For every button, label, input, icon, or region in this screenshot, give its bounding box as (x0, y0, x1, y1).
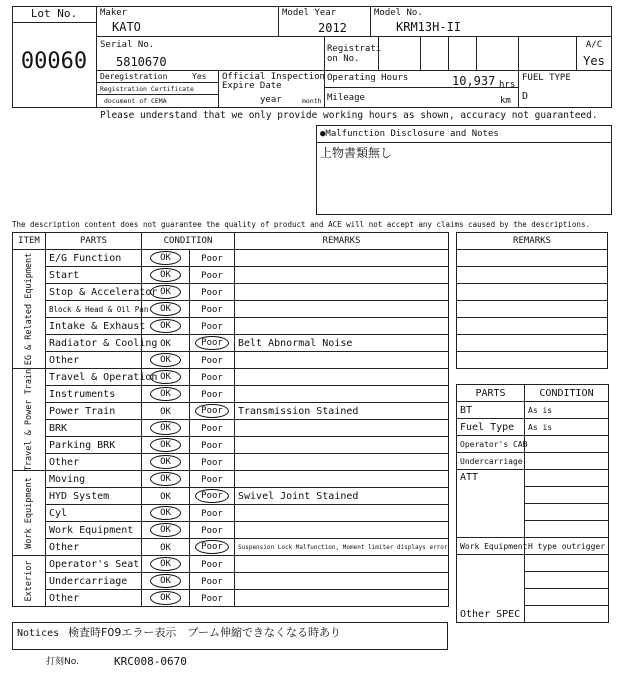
bt-label: BT (457, 402, 525, 419)
ok-option: OK (160, 542, 171, 553)
part-name: Operator's Seat (46, 556, 142, 573)
table-row (13, 556, 449, 573)
ok-option: OK (150, 506, 181, 520)
ok-option: OK (150, 387, 181, 401)
part-name: E/G Function (46, 250, 142, 267)
expire-date-label: Expire Date (222, 81, 282, 91)
poor-option: Poor (195, 489, 229, 503)
table-row (13, 369, 449, 386)
right-remark-cell (457, 335, 608, 352)
model-year-value: 2012 (318, 21, 347, 35)
ok-option: OK (150, 591, 181, 605)
right-remark-cell (457, 250, 608, 267)
poor-option: Poor (201, 423, 223, 434)
stamp-value: KRC008-0670 (114, 655, 187, 668)
remark (235, 437, 449, 454)
part-name: Radiator & Cooling (46, 335, 142, 352)
ac-value: Yes (583, 54, 605, 68)
inspection-table (12, 232, 449, 607)
lot-no-label: Lot No. (30, 7, 78, 20)
part-name: Stop & Accelerator (46, 284, 142, 301)
bt-value: As is (525, 402, 609, 419)
operating-hours-value: 10,937 (452, 74, 496, 88)
working-hours-notice: Please understand that we only provide working hours as shown, accuracy not guaranteed. (100, 110, 598, 121)
poor-option: Poor (201, 321, 223, 332)
part-name: Instruments (46, 386, 142, 403)
ok-option: OK (150, 421, 181, 435)
operating-hours-label: Operating Hours (327, 73, 409, 83)
poor-option: Poor (201, 525, 223, 536)
ok-option: OK (150, 438, 181, 452)
ok-option: OK (150, 302, 181, 316)
ok-option: OK (160, 338, 171, 349)
serial-no-value: 5810670 (116, 55, 167, 69)
poor-option: Poor (195, 404, 229, 418)
remark (235, 352, 449, 369)
table-row (13, 267, 449, 284)
malfunction-text: 上物書類無し (320, 146, 393, 160)
deregistration-value: Yes (192, 72, 207, 81)
right-remarks-table (456, 232, 608, 369)
part-name: Block & Head & Oil Pan (46, 301, 142, 318)
table-row (13, 505, 449, 522)
poor-option: Poor (201, 389, 223, 400)
item-header: ITEM (13, 233, 46, 250)
remarks-header: REMARKS (235, 233, 449, 250)
ok-option: OK (150, 268, 181, 282)
remark (235, 573, 449, 590)
lot-no-value: 00060 (20, 49, 88, 74)
part-name: Intake & Exhaust (46, 318, 142, 335)
table-row (13, 488, 449, 505)
category-cell (13, 471, 46, 556)
remark (235, 522, 449, 539)
ok-option: OK (160, 406, 171, 417)
part-name: Travel & Operation (46, 369, 142, 386)
remark (235, 505, 449, 522)
ok-option: OK (150, 574, 181, 588)
right-remark-cell (457, 267, 608, 284)
remark (235, 284, 449, 301)
right-remarks-header: REMARKS (457, 233, 608, 250)
remark: Transmission Stained (235, 403, 449, 420)
table-row (13, 454, 449, 471)
table-row (13, 437, 449, 454)
work-equipment-part-label: Work Equipment (457, 538, 525, 555)
poor-option: Poor (201, 457, 223, 468)
work-equipment-part-value: H type outrigger (525, 538, 609, 555)
table-row (13, 471, 449, 488)
remark (235, 454, 449, 471)
category-label: Travel & Power Train (24, 368, 34, 471)
poor-option: Poor (201, 508, 223, 519)
table-row (13, 386, 449, 403)
part-name: Undercarriage (46, 573, 142, 590)
ok-option: OK (150, 472, 181, 486)
model-no-label: Model No. (374, 8, 423, 18)
disclaimer: The description content does not guarantee the quality of product and ACE will not accept any claims caused by the descriptions. (12, 220, 590, 229)
malfunction-title: ●Malfunction Disclosure and Notes (320, 129, 499, 139)
right-remark-cell (457, 318, 608, 335)
remark: Belt Abnormal Noise (235, 335, 449, 352)
ok-option: OK (150, 370, 181, 384)
poor-option: Poor (201, 287, 223, 298)
poor-option: Poor (201, 355, 223, 366)
month-label: month (302, 97, 322, 105)
right-condition-header: CONDITION (525, 385, 609, 402)
part-name: BRK (46, 420, 142, 437)
registration-certificate-label: Registration Certificate (100, 85, 194, 93)
official-inspection-label: Official Inspection (222, 72, 325, 82)
document-cema-label: document of CEMA (104, 97, 167, 105)
remark (235, 301, 449, 318)
table-row (13, 573, 449, 590)
notices-label: Notices (17, 628, 60, 639)
table-row (13, 301, 449, 318)
part-name: Moving (46, 471, 142, 488)
remark: Swivel Joint Stained (235, 488, 449, 505)
right-parts-header: PARTS (457, 385, 525, 402)
part-name: Cyl (46, 505, 142, 522)
part-name: Start (46, 267, 142, 284)
maker-value: KATO (112, 20, 141, 34)
table-row (13, 403, 449, 420)
part-name: Power Train (46, 403, 142, 420)
condition-header: CONDITION (142, 233, 235, 250)
fuel-type-value: D (522, 91, 529, 102)
remark (235, 267, 449, 284)
part-name: Other (46, 539, 142, 556)
poor-option: Poor (201, 593, 223, 604)
hrs-unit: hrs (499, 80, 516, 90)
table-row (13, 284, 449, 301)
remark (235, 420, 449, 437)
operators-cab-label: Operator's CAB (457, 436, 525, 453)
fuel-type-part-label: Fuel Type (457, 419, 525, 436)
category-label: Exterior (24, 560, 34, 602)
part-name: HYD System (46, 488, 142, 505)
table-row (13, 250, 449, 267)
right-remark-cell (457, 352, 608, 369)
remark (235, 590, 449, 607)
poor-option: Poor (201, 270, 223, 281)
ok-option: OK (150, 285, 181, 299)
maker-label: Maker (100, 8, 128, 18)
part-name: Other (46, 454, 142, 471)
ok-option: OK (150, 455, 181, 469)
table-row (13, 420, 449, 437)
ok-option: OK (150, 353, 181, 367)
km-unit: km (500, 96, 511, 106)
right-remark-cell (457, 284, 608, 301)
remark (235, 386, 449, 403)
poor-option: Poor (201, 253, 223, 264)
part-name: Other (46, 590, 142, 607)
att-label: ATT (457, 470, 525, 538)
remark (235, 556, 449, 573)
remark: Suspension Lock Malfunction, Moment limiter displays error (235, 539, 449, 556)
remark (235, 318, 449, 335)
serial-no-label: Serial No. (100, 40, 155, 50)
right-parts-table (456, 384, 609, 623)
category-cell (13, 556, 46, 607)
table-row (13, 590, 449, 607)
part-name: Other (46, 352, 142, 369)
poor-option: Poor (201, 474, 223, 485)
ok-option: OK (150, 251, 181, 265)
part-name: Parking BRK (46, 437, 142, 454)
poor-option: Poor (201, 559, 223, 570)
model-year-label: Model Year (282, 8, 337, 18)
category-cell (13, 369, 46, 471)
model-no-value: KRM13H-II (396, 20, 462, 34)
stamp-label: 打刻No. (46, 657, 79, 667)
poor-option: Poor (195, 540, 229, 554)
right-remark-cell (457, 301, 608, 318)
category-label: EG & Related Equipment (24, 252, 34, 366)
table-row (13, 318, 449, 335)
ac-label: A/C (585, 40, 603, 50)
remark (235, 471, 449, 488)
category-cell (13, 250, 46, 369)
ok-option: OK (160, 491, 171, 502)
remark (235, 250, 449, 267)
ok-option: OK (150, 319, 181, 333)
poor-option: Poor (201, 304, 223, 315)
table-row (13, 335, 449, 352)
ok-option: OK (150, 523, 181, 537)
poor-option: Poor (195, 336, 229, 350)
registration-label: Registrati on No. (327, 44, 382, 64)
poor-option: Poor (201, 440, 223, 451)
remark (235, 369, 449, 386)
other-spec-label: Other SPEC (457, 555, 525, 623)
table-row (13, 352, 449, 369)
notices-text: 検査時F09エラー表示 ブーム伸縮できなくなる時あり (68, 626, 341, 639)
fuel-type-part-value: As is (525, 419, 609, 436)
mileage-label: Mileage (327, 93, 365, 103)
poor-option: Poor (201, 372, 223, 383)
poor-option: Poor (201, 576, 223, 587)
undercarriage-part-label: Undercarriage (457, 453, 525, 470)
part-name: Work Equipment (46, 522, 142, 539)
ok-option: OK (150, 557, 181, 571)
parts-header: PARTS (46, 233, 142, 250)
deregistration-label: Deregistration (100, 72, 168, 81)
year-label: year (260, 95, 282, 105)
table-row (13, 522, 449, 539)
table-row (13, 539, 449, 556)
category-label: Work Equipment (24, 477, 34, 549)
fuel-type-label: FUEL TYPE (522, 73, 571, 83)
